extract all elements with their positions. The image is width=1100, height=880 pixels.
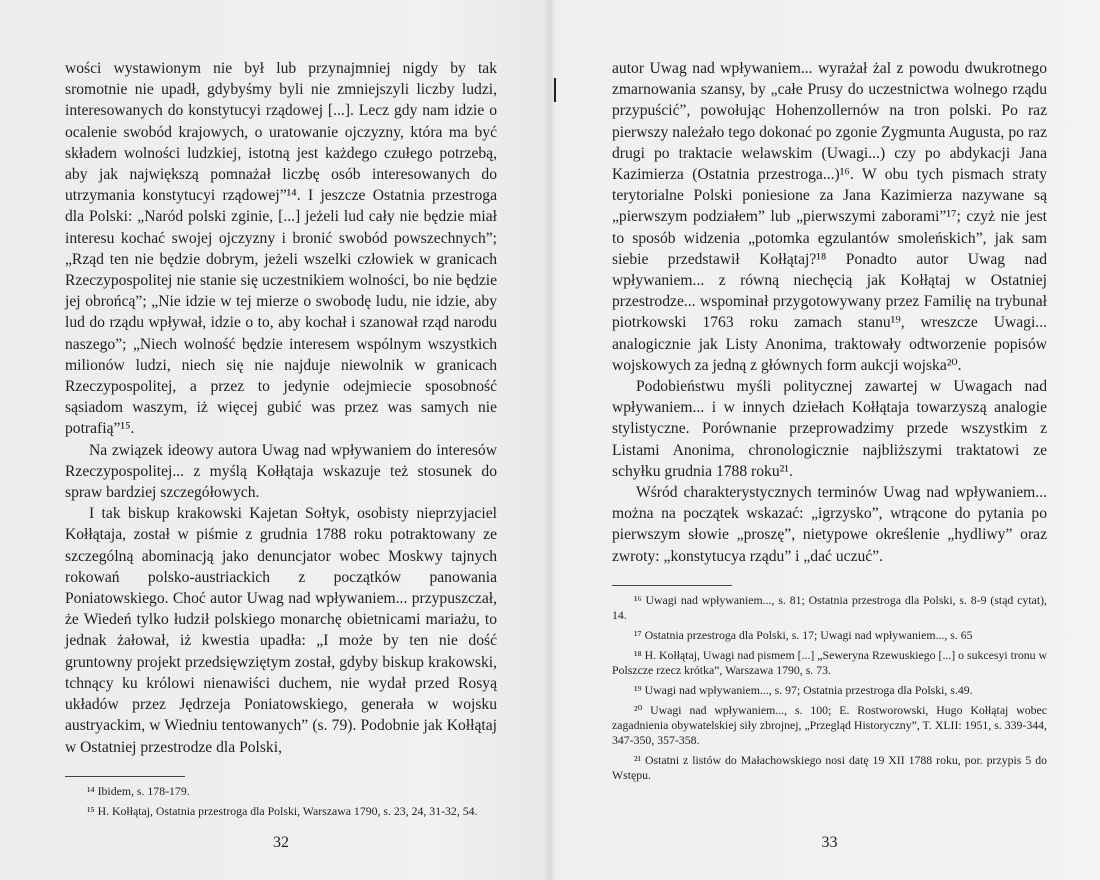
page-number-left: 32 [273,834,289,851]
right-paragraph: Wśród charakterystycznych terminów Uwag nad wpływaniem... można na początek wskazać: „igrzysko”, wtrącone do pytania po pierwszym słowie „proszę”, nietypowe określenie „hydliwy” oraz zwroty: „konstytucya rządu” i „dać uczuć”. [612,484,1047,565]
footnote: ¹⁹ Uwagi nad wpływaniem..., s. 97; Ostatnia przestroga dla Polski, s.49. [634,682,973,697]
left-page [65,58,497,851]
left-footnotes [65,784,497,819]
footnote: ¹⁶ Uwagi nad wpływaniem..., s. 81; Ostatnia przestroga dla Polski, s. 8-9 (stąd cytat), 14. [612,592,1047,622]
right-footnotes [612,593,1047,783]
right-page [612,58,1047,851]
right-paragraph: autor Uwag nad wpływaniem... wyrażał żal z powodu dwukrotnego zmarnowania szansy, by „całe Prusy do uczestnictwa wolnego rządu przypuścić”, powołując Hohenzollernów na tron polski. Po raz pierwszy należało tego dokonać po zgonie Zygmunta Augusta, po raz drugi po traktacie welawskim (Uwagi...) czy po abdykacji Jana Kazimierza (Ostatnia przestroga...)¹⁶. W obu tych pismach straty terytorialne Polski poniesione za Jana Kazimierza nazywane są „pierwszym podziałem” lub „pierwszymi zaborami”¹⁷; czyż nie jest to sposób widzenia „potomka egzulantów smoleńskich”, jak sam siebie przedstawił Kołłątaj?¹⁸ Ponadto autor Uwag nad wpływaniem... z równą niechęcią jak Kołłątaj w Ostatniej przestrodze... wspominał przygotowywany przez Familię na trybunał piotrkowski 1763 roku zamach stanu¹⁹, wreszcze Uwagi... analogicznie jak Listy Anonima, traktowały odtworzenie popisów wojskowych za jedną z głównych form aukcji wojska²⁰. [612,60,1047,374]
left-paragraph: wości wystawionym nie był lub przynajmniej nigdy by tak sromotnie nie upadł, gdybyśmy byli nie zmniejszyli liczby ludzi, interesowanych do konstytucyi rządowej [...]. Lecz gdy nam idzie o ocalenie swobód krajowych, o uratowanie ojczyzny, która ma być składem wolności ludzkiej, istotną jest każdego czułego potrzebą, aby jak największą pomnażał liczbę osób interesowanych do utrzymania konstytucyi rządowej”¹⁴. I jeszcze Ostatnia przestroga dla Polski: „Naród polski zginie, [...] jeżeli lud cały nie będzie miał interesu kochać swojej ojczyzny i bronić swobód powszechnych”; „Rząd ten nie będzie dobrym, jeżeli wszelki człowiek w granicach Rzeczypospolitej nie stanie się uczestnikiem wolności, bo nie będzie jej obrońcą”; „Nie idzie w tej mierze o swobodę ludu, nie idzie, aby lud do rządu wpływał, idzie o to, aby kochał i szanował rząd narodu naszego”; „Niech wolność będzie interesem wspólnym wszystkich milionów ludzi, niech się nie najduje niewolnik w granicach Rzeczypospolitej, a przez to jedynie odejmiecie sposobność sąsiadom waszym, iż więcej gubić was przez was samych nie potrafią”¹⁵. [65,60,497,438]
footnote: ¹⁸ H. Kołłątaj, Uwagi nad pismem [...] „Seweryna Rzewuskiego [...] o sukcesyi tronu w Polszcze rzecz krótka”, Warszawa 1790, s. 73. [612,647,1047,677]
footnote: ²⁰ Uwagi nad wpływaniem..., s. 100; E. Rostworowski, Hugo Kołłątaj wobec zagadnienia obywatelskiej siły zbrojnej, „Przegląd Historyczny”, T. XLII: 1951, s. 339-344, 347-350, 357-358. [612,702,1047,747]
footnote: ¹⁴ Ibidem, s. 178-179. [87,783,190,798]
footnote: ¹⁵ H. Kołłątaj, Ostatnia przestroga dla Polski, Warszawa 1790, s. 23, 24, 31-32, 54. [87,803,478,818]
footnote: ²¹ Ostatni z listów do Małachowskiego nosi datę 19 XII 1788 roku, por. przypis 5 do Wstępu. [612,752,1047,782]
right-paragraph: Podobieństwu myśli politycznej zawartej w Uwagach nad wpływaniem... i w innych dziełach Kołłątaja towarzyszą analogie stylistyczne. Porównanie przeprowadzimy przede wszystkim z Listami Anonima, chronologicznie najbliższymi traktatowi ze schyłku grudnia 1788 roku²¹. [612,378,1047,480]
left-paragraph: I tak biskup krakowski Kajetan Sołtyk, osobisty nieprzyjaciel Kołłątaja, został w piśmie z grudnia 1788 roku potraktowany ze szczególną abominacją jako denuncjator wobec Moskwy tajnych rokowań polsko-austriackich z początków panowania Poniatowskiego. Choć autor Uwag nad wpływaniem... przypuszczał, że Wiedeń tylko łudził polskiego monarchę obietnicami mariażu, to jednak żałował, iż kwestia upadła: „I może by ten nie dość gruntowny projekt przedsięwziętym został, gdyby biskup krakowski, tchnący ku królowi nienawiści duchem, nie wydał przed Rosyą układów przez Jędrzeja Poniatowskiego, generała w wojsku austryackim, w Wiedniu tentowanych” (s. 79). Podobnie jak Kołłątaj w Ostatniej przestrodze dla Polski, [65,505,497,756]
footnote: ¹⁷ Ostatnia przestroga dla Polski, s. 17; Uwagi nad wpływaniem..., s. 65 [634,627,973,642]
footnote-rule [612,585,732,586]
gutter-mark [554,78,556,102]
left-paragraph: Na związek ideowy autora Uwag nad wpływaniem do interesów Rzeczypospolitej... z myślą Kołłątaja wskazuje też stosunek do spraw bardziej szczegółowych. [65,441,497,502]
page-number-right: 33 [821,834,838,851]
footnote-rule [65,776,185,777]
